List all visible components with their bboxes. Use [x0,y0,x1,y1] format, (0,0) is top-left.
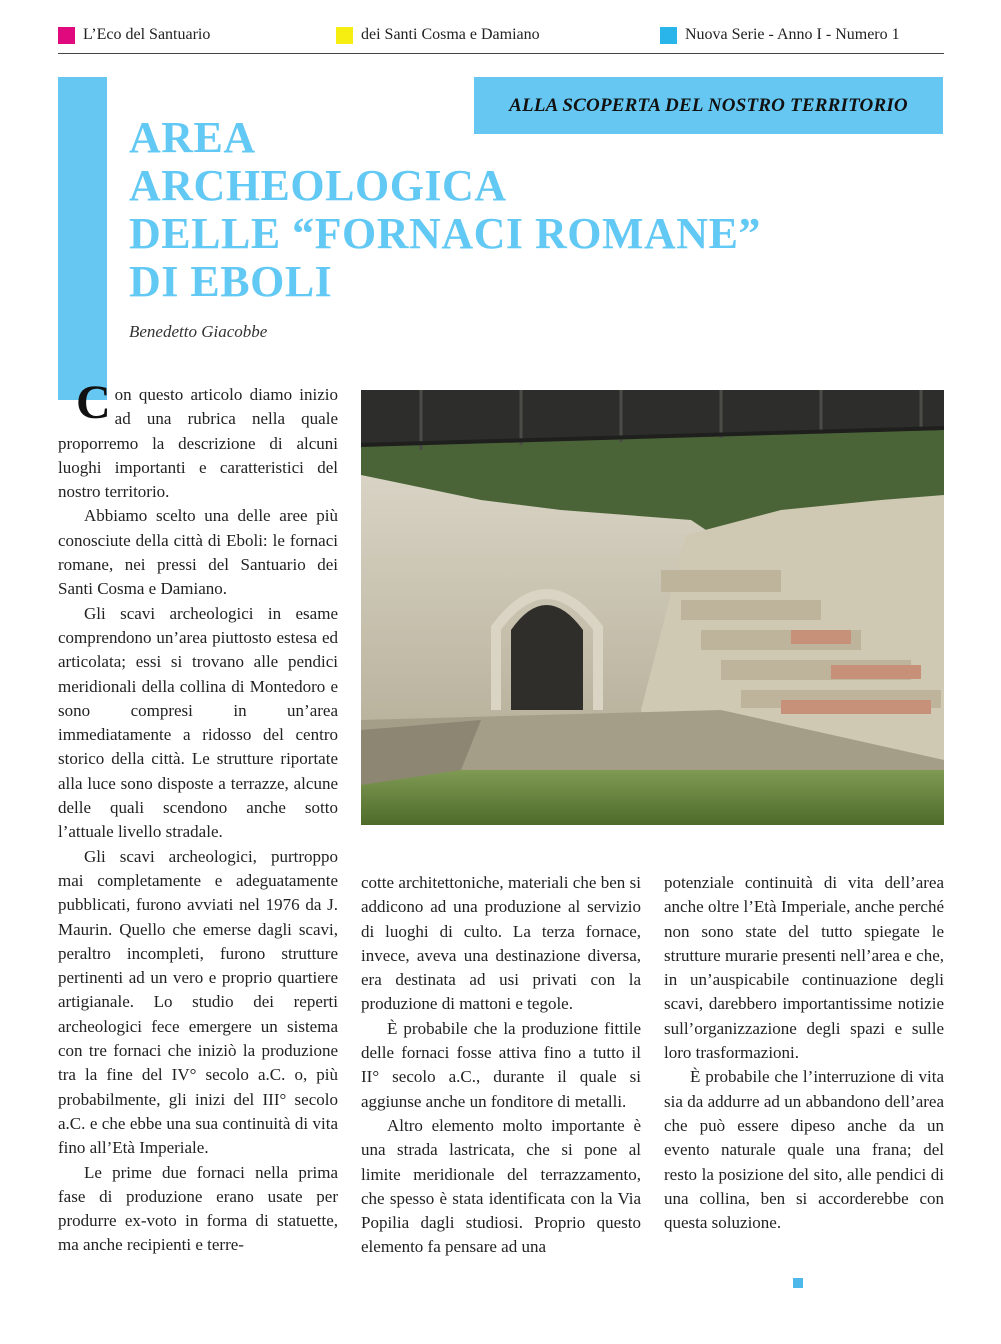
drop-cap: C [76,376,111,429]
header-item-publication [58,26,210,44]
paragraph: Con questo articolo diamo inizio ad una rubrica nella quale proporremo la descrizione di alcuni luoghi importanti e caratteristici del nostro territorio. [58,376,338,502]
header-sanctuary-label: dei Santi Cosma e Damiano [361,26,540,43]
end-of-article-square-icon [793,1278,803,1288]
cyan-square-icon [660,27,677,44]
paragraph: cotte architettoniche, materiali che ben si addicono ad una produzione al servizio di luoghi di culto. La terza fornace, invece, aveva una destinazione diversa, era destinata ad usi privati con la produzione di mattoni e tegole. [361,873,641,1014]
header-publication-label: L’Eco del Santuario [83,26,211,43]
paragraph: potenziale continuità di vita dell’area anche oltre l’Età Imperiale, anche perché non sono state del tutto spiegate le strutture murarie presenti nell’area e che, in un’auspicabile continuazione degli scavi, darebbero importantissime notizie sull’organizzazione degli spazi e sulle loro trasformazioni. [664,873,944,1063]
article-title [129,114,929,306]
magenta-square-icon [58,27,75,44]
paragraph: Gli scavi archeologici in esame comprendono un’area piuttosto estesa ed articolata; essi si trovano alle pendici meridionali della collina di Montedoro e sono compresi in un’area immediatamente a ridosso del centro storico della città. Le strutture riportate alla luce sono disposte a terrazze, alcune delle quali scendono anche sotto l’attuale livello stradale. [58,603,338,842]
header-divider [58,53,944,54]
section-banner-label: ALLA SCOPERTA DEL NOSTRO TERRITORIO [509,94,908,116]
header-item-issue [660,26,900,44]
article-column-3 [664,871,944,1235]
title-line: AREA [129,113,256,162]
paragraph: Abbiamo scelto una delle aree più conosciute della città di Eboli: le fornaci romane, nei pressi del Santuario dei Santi Cosma e Damiano. [58,506,338,599]
yellow-square-icon [336,27,353,44]
kiln-site-photo [361,390,944,825]
article-column-1 [58,376,338,1258]
paragraph: Le prime due fornaci nella prima fase di produzione erano usate per produrre ex-voto in forma di statuette, ma anche recipienti e terre- [58,1162,338,1255]
paragraph: È probabile che la produzione fittile delle fornaci fosse attiva fino a tutto il II° secolo a.C., durante il quale si aggiunse anche un fonditore di metalli. [361,1018,641,1111]
header-issue-label: Nuova Serie - Anno I - Numero 1 [685,26,900,43]
paragraph: Altro elemento molto importante è una strada lastricata, che si pone al limite meridionale del terrazzamento, che spesso è stata identificata con la Via Popilia dagli studiosi. Proprio questo elemento fa pensare ad una [361,1115,641,1257]
page-header [58,26,944,50]
title-line: ARCHEOLOGICA [129,161,507,210]
paragraph: Gli scavi archeologici, purtroppo mai completamente e adeguatamente pubblicati, furono avviati nel 1976 da J. Maurin. Quello che emerse dagli scavi, peraltro incompleti, furono strutture pertinenti ad un vero e proprio quartiere artigianale. Lo studio dei reperti archeologici fece emergere un sistema con tre fornaci che iniziò la produzione tra la fine del IV° secolo a.C. o, più probabilmente, gli inizi del III° secolo a.C. e che ebbe una sua continuità di vita fino all’Età Imperiale. [58,846,338,1158]
accent-vertical-bar [58,77,107,400]
header-item-sanctuary [336,26,540,44]
article-column-2 [361,871,641,1260]
title-line: DI EBOLI [129,257,333,306]
title-line: DELLE “FORNACI ROMANE” [129,209,761,258]
article-author: Benedetto Giacobbe [129,322,268,341]
paragraph: È probabile che l’interruzione di vita sia da addurre ad un abbandono dell’area che può essere dipeso anche da un evento naturale quale una frana; del resto la posizione del sito, alle pendici di una collina, ben si accorderebbe con questa soluzione. [664,1067,944,1233]
